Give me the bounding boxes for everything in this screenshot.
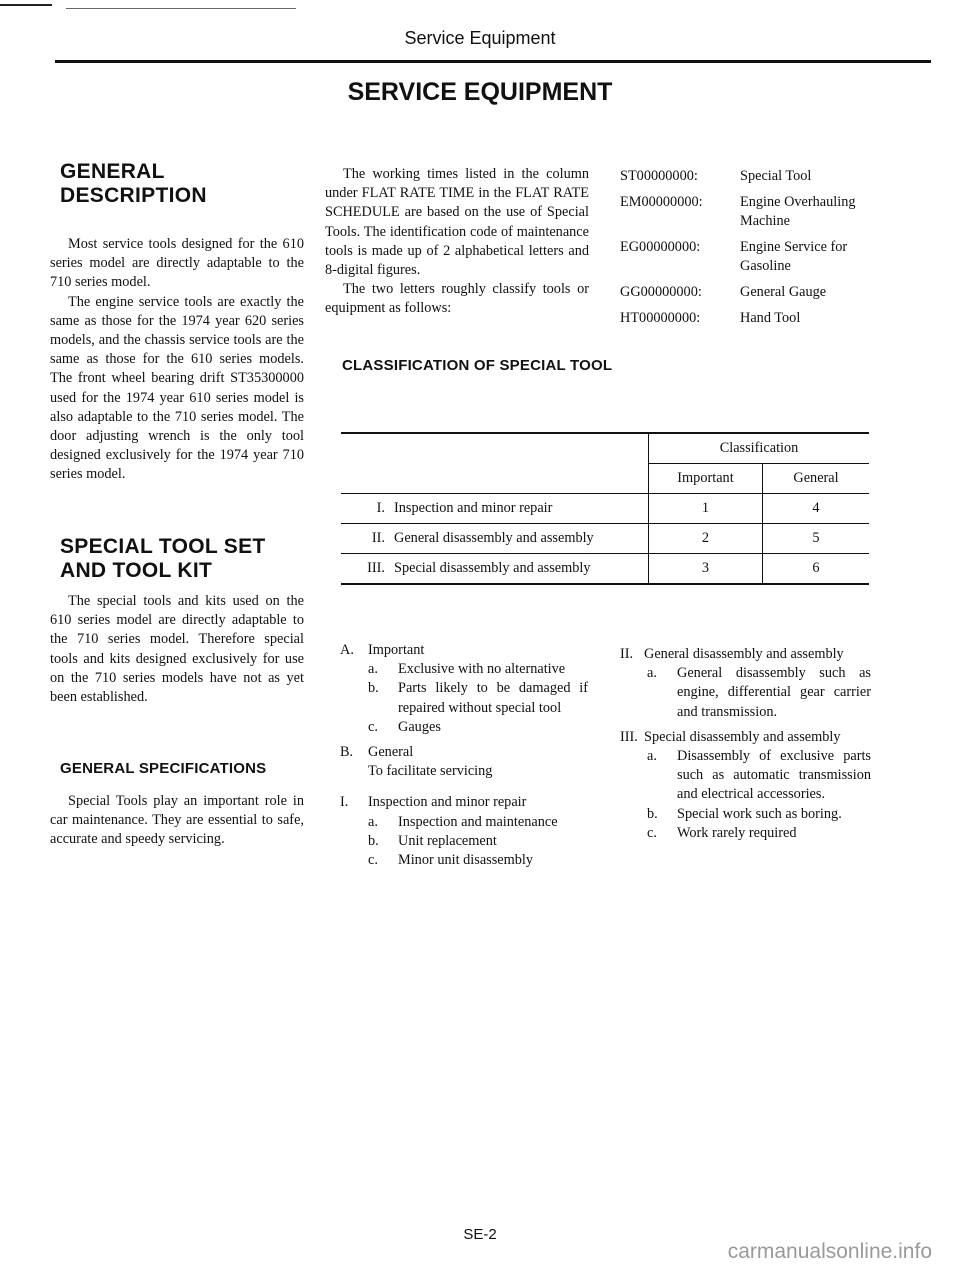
heading-line: SPECIAL TOOL SET: [60, 535, 266, 558]
list-marker: b.: [368, 832, 379, 849]
table-subheader-row: [341, 464, 869, 494]
general-value: 6: [763, 554, 870, 585]
row-label-cell: [341, 524, 649, 554]
list-label: General: [368, 744, 414, 761]
classification-notes-right: [620, 645, 875, 843]
classification-heading: CLASSIFICATION OF SPECIAL TOOL: [342, 357, 613, 374]
list-text: Work rarely required: [677, 824, 797, 841]
list-item: [620, 747, 875, 805]
list-marker: III.: [620, 728, 638, 745]
classification-notes-left: [340, 641, 600, 870]
list-marker: b.: [368, 680, 379, 697]
list-marker: a.: [647, 665, 657, 682]
code: GG00000000:: [620, 284, 702, 300]
heading-line: AND TOOL KIT: [60, 559, 213, 582]
header-rule: [55, 60, 931, 63]
list-item: [340, 851, 600, 870]
row-label-cell: [341, 494, 649, 524]
page-header: Service Equipment: [404, 28, 556, 48]
list-item: [620, 664, 875, 722]
list-label: Important: [368, 642, 425, 658]
list-item: [620, 728, 875, 747]
list-text: Special work such as boring.: [677, 805, 842, 822]
paragraph: The special tools and kits used on the 610 series model are directly adaptable to the 710 series model. Therefore special tools and kits designed exclusively for use on the 710 series models have not as yet been established.: [50, 593, 304, 706]
heading-line: GENERAL: [60, 160, 165, 183]
list-label: General disassembly and assembly: [644, 646, 844, 662]
list-marker: a.: [647, 748, 657, 765]
list-marker: I.: [340, 794, 349, 811]
code-description: Special Tool: [740, 168, 812, 184]
list-item: [620, 645, 875, 664]
list-text: General disassembly such as engine, differential gear carrier and transmission.: [677, 665, 871, 720]
row-number: II.: [371, 530, 385, 546]
list-text: Exclusive with no alternative: [398, 661, 566, 678]
code-description: Engine Overhauling Machine: [740, 194, 856, 229]
paragraph: Most service tools designed for the 610 series model are directly adaptable to the 710 series model.: [50, 236, 304, 291]
list-marker: A.: [340, 642, 354, 658]
code: HT00000000:: [620, 310, 701, 326]
paragraph: The engine service tools are exactly the same as those for the 1974 year 620 series models, and the chassis service tools are the same as those for the 610 series models. The front wheel bearing drift ST35300000 used for the 1974 year 610 series model is also adaptable to the 710 series model. The door adjusting wrench is the only tool designed exclusively for the 1974 year 710 series model.: [50, 293, 304, 483]
special-tool-set-text: [50, 592, 304, 707]
list-marker: B.: [340, 744, 354, 761]
code-row: [620, 283, 890, 302]
classification-group-header: Classification: [649, 433, 870, 464]
column-header-general: General: [763, 464, 870, 494]
table-row: [341, 554, 869, 585]
list-marker: c.: [368, 718, 378, 735]
list-text: Parts likely to be damaged if repaired without special tool: [398, 680, 588, 716]
list-item: [340, 832, 600, 851]
table-row: [341, 494, 869, 524]
special-tool-set-heading: [60, 535, 310, 583]
table-blank-cell: [341, 464, 649, 494]
list-text: To facilitate servicing: [368, 763, 493, 780]
list-text: Unit replacement: [398, 832, 497, 849]
important-value: 2: [649, 524, 763, 554]
code: EG00000000:: [620, 239, 701, 255]
tool-code-list: [620, 167, 890, 335]
general-specifications-heading: GENERAL SPECIFICATIONS: [60, 760, 267, 777]
list-item: [340, 743, 600, 762]
list-item: [340, 660, 600, 679]
general-value: 5: [763, 524, 870, 554]
scan-artifact: [66, 8, 296, 9]
table-header-row: [341, 433, 869, 464]
row-label-cell: [341, 554, 649, 585]
page-title: SERVICE EQUIPMENT: [347, 78, 613, 106]
important-value: 1: [649, 494, 763, 524]
general-description-heading: [60, 160, 300, 208]
paragraph: The two letters roughly classify tools or equipment as follows:: [325, 281, 589, 317]
code-row: [620, 167, 890, 186]
row-label: Inspection and minor repair: [394, 500, 553, 516]
list-text: Gauges: [398, 718, 441, 735]
general-description-text: [50, 235, 304, 485]
table-row: [341, 524, 869, 554]
code-description: Engine Service for Gasoline: [740, 239, 848, 274]
row-label: General disassembly and assembly: [394, 530, 594, 546]
list-text: Disassembly of exclusive parts such as automatic transmission and electrical accessories.: [677, 748, 871, 803]
working-times-text: [325, 165, 589, 319]
row-number: I.: [376, 500, 385, 516]
code-description: Hand Tool: [740, 310, 801, 326]
list-text: Minor unit disassembly: [398, 852, 534, 869]
scan-artifact: [0, 4, 52, 6]
list-marker: II.: [620, 646, 634, 662]
list-label: Special disassembly and assembly: [644, 728, 841, 745]
list-label: Inspection and minor repair: [368, 794, 527, 811]
code-description: General Gauge: [740, 284, 827, 300]
code: ST00000000:: [620, 168, 698, 184]
list-item: [340, 641, 600, 660]
table-blank-cell: [341, 433, 649, 464]
list-item: [340, 679, 600, 717]
list-marker: a.: [368, 661, 378, 678]
classification-grid: [341, 432, 869, 585]
list-item: [620, 824, 875, 843]
list-marker: a.: [368, 813, 378, 830]
row-label: Special disassembly and assembly: [394, 560, 591, 576]
list-item: [340, 762, 600, 781]
list-item: [340, 793, 600, 812]
heading-line: DESCRIPTION: [60, 184, 207, 207]
watermark: carmanualsonline.info: [727, 1240, 932, 1263]
code-row: [620, 238, 890, 276]
list-marker: c.: [368, 852, 378, 869]
code-row: [620, 309, 890, 328]
list-item: [620, 805, 875, 824]
list-item: [340, 813, 600, 832]
general-specifications-text: [50, 792, 304, 850]
column-header-important: Important: [649, 464, 763, 494]
code: EM00000000:: [620, 194, 703, 210]
code-row: [620, 193, 890, 231]
list-marker: b.: [647, 805, 658, 822]
classification-table: [341, 432, 869, 585]
row-number: III.: [367, 560, 385, 576]
page-number: SE-2: [463, 1226, 497, 1243]
important-value: 3: [649, 554, 763, 585]
general-value: 4: [763, 494, 870, 524]
paragraph: The working times listed in the column under FLAT RATE TIME in the FLAT RATE SCHEDULE are based on the use of Special Tools. The identification code of maintenance tools is made up of 2 alphabetical letters and 8-digital figures.: [325, 166, 589, 279]
list-item: [340, 718, 600, 737]
list-text: Inspection and maintenance: [398, 813, 558, 830]
list-marker: c.: [647, 824, 657, 841]
paragraph: Special Tools play an important role in car maintenance. They are essential to safe, accurate and speedy servicing.: [50, 793, 304, 848]
